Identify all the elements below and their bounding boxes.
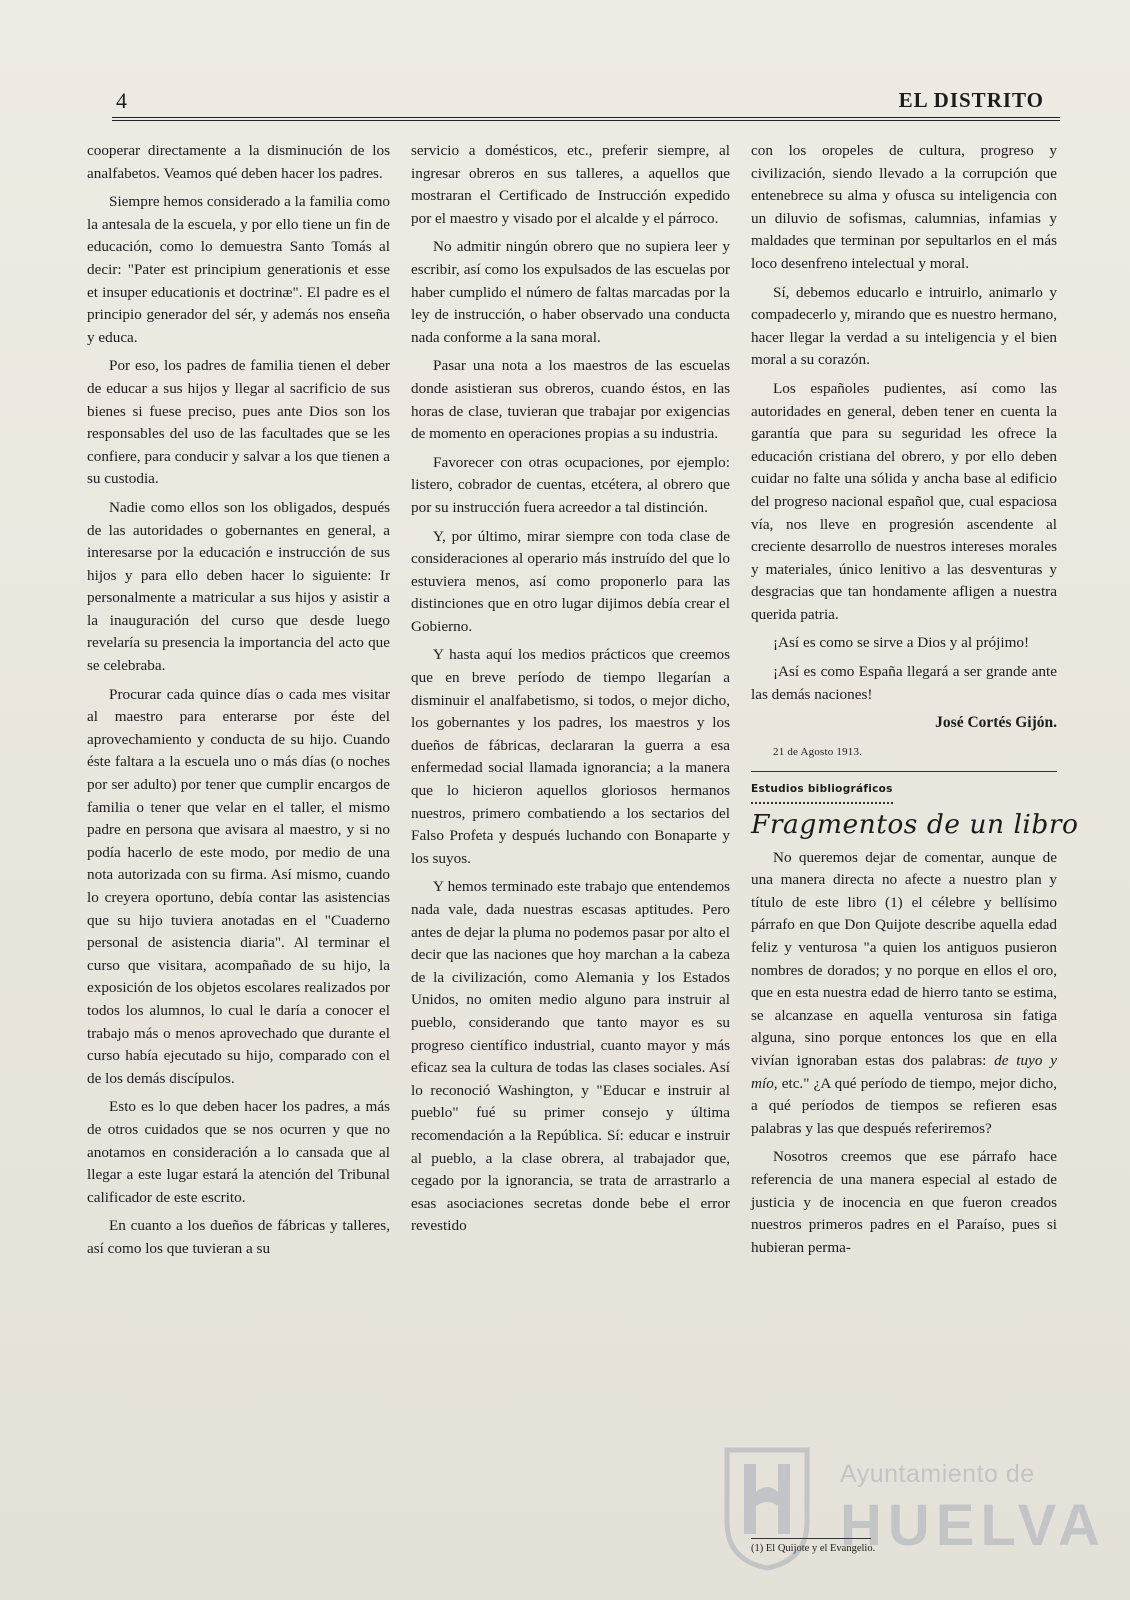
paragraph [751,847,1057,1141]
paragraph: Nadie como ellos son los obligados, después de las autoridades o gobernantes en general, a interesarse por la educación e instrucción de sus hijos y para ello deben hacer lo siguiente: Ir personalmente a matricular a sus hijos y asistir a la inauguración del curso que desde luego revelaría su presencia la importancia del acto que se celebraba. [87,498,390,675]
section-divider [751,771,1057,772]
paragraph: Pasar una nota a los maestros de las escuelas donde asistieran sus obreros, cuando éstos, en las horas de clase, tuvieran que trabajar por exigencias de momento en operaciones propias a su industria. [411,357,730,443]
column-1 [87,140,390,1267]
paragraph: ¡Así es como España llegará a ser grande ante las demás naciones! [751,663,1057,703]
paragraph: Los españoles pudientes, así como las autoridades en general, deben tener en cuenta la garantía que para su seguridad les ofrece la educación cristiana del obrero, y por ello deben cuidar no falte una sólida y ancha base al edificio del progreso nacional español que, cual espaciosa vía, nos lleve en progresión ascendente al creciente desarrollo de nuestros intereses morales y materiales, único lenitivo a las desventuras y desgracias que tan hondamente afligen a nuestra querida patria. [751,379,1057,623]
footnote-text: (1) El Quijote y el Evangelio. [751,1543,876,1554]
paragraph: Procurar cada quince días o cada mes visitar al maestro para enterarse por éste del aprovechamiento y conducta de su hijo. Cuando éste faltara a la escuela uno o más días (o noches por ser adulto) por tener que cumplir encargos de familia o tener que velar en el taller, el mismo padre en persona que avisara al maestro, y si no podía hacerlo de este modo, por medio de una nota autorizada con su firma. Así mismo, cuando lo creyera oportuno, debía contar las asistencias que su hijo tuviera anotadas en el "Cuaderno personal de asistencia diaria". Al terminar el curso que visitara, acompañado de su hijo, la exposición de los objetos escolares realizados por todos los alumnos, lo cual le daría a conocer el trabajo más o menos aprovechado que durante el curso había ejecutado su hijo, comparado con el de los demás discípulos. [87,685,390,1087]
column-2 [411,140,730,1244]
paragraph: Y hasta aquí los medios prácticos que creemos que en breve período de tiempo llegarían a disminuir el analfabetismo, si todos, o mejor dicho, los gobernantes y los padres, los maestros y los dueños de fábricas, declararan la guerra a esa enfermedad social llamada ignorancia; a la manera que lo hicieron aquellos gloriosos hermanos nuestros, primero combatiendo a los sectarios del Falso Profeta y después luchando con Bonaparte y los suyos. [411,646,730,867]
coat-of-arms-icon [722,1442,812,1572]
paragraph: No admitir ningún obrero que no supiera leer y escribir, así como los expulsados de las escuelas por haber cumplido el número de faltas marcadas por la ley de instrucción, o haber observado una conducta nada conforme a la sana moral. [411,238,730,346]
author-signature: José Cortés Gijón. [935,714,1057,732]
paragraph: cooperar directamente a la disminución de los analfabetos. Veamos qué deben hacer los padres. [87,142,390,182]
paragraph: Y hemos terminado este trabajo que entendemos nada vale, dada nuestras escasas aptitudes. Pero antes de dejar la pluma no podemos pasar por alto el decir que las naciones que hoy marchan a la cabeza de la civilización, como Alemania y los Estados Unidos, no omiten medio alguno para instruir al pueblo, considerando que tanto mayor es su progreso científico industrial, cuanto mayor y más eficaz sea la cultura de todas las clases sociales. Así lo reconoció Washington, y "Educar e instruir al pueblo" fué su primer consejo y última recomendación a la República. Sí: educar e instruir al pueblo, a la clase obrera, al trabajador que, cegado por la ignorancia, se trata de arrastrarlo a esas asociaciones secretas donde bebe el error revestido [411,878,730,1235]
text-run: , etc." ¿A qué período de tiempo, mejor dicho, a qué períodos de tiempos se refieren esas palabras y las que después referiremos? [751,1074,1057,1137]
paragraph: Y, por último, mirar siempre con toda clase de consideraciones al operario más instruído del que lo estuviera menos, así como proponerlo para las distinciones que en otro lugar dijimos debía crear el Gobierno. [411,527,730,635]
newspaper-title: EL DISTRITO [898,88,1044,112]
watermark-line-1: Ayuntamiento de [840,1460,1035,1488]
section-label: Estudios bibliográficos [751,778,893,804]
paragraph: Siempre hemos considerado a la familia como la antesala de la escuela, y por ello tiene un fin de educación, como lo demuestra Santo Tomás al decir: "Pater est principium generationis et esse et insuper educationis et doctrinæ". El padre es el principio generador del sér, y además nos enseña y educa. [87,193,390,346]
watermark-line-2: HUELVA [840,1493,1106,1558]
paragraph: Sí, debemos educarlo e intruirlo, animarlo y compadecerlo y, mirando que es nuestro hermano, hacer llegar la verdad a su inteligencia y el bien moral a su corazón. [751,283,1057,369]
paragraph: servicio a domésticos, etc., preferir siempre, al ingresar obreros en sus talleres, a aquellos que mostraran el Certificado de Instrucción expedido por el maestro y visado por el alcalde y el párroco. [411,142,730,227]
paragraph: Nosotros creemos que ese párrafo hace referencia de una manera especial al estado de justicia y de inocencia en que fueron creados nuestros primeros padres en el Paraíso, pues si hubieran perma- [751,1148,1057,1256]
paragraph: En cuanto a los dueños de fábricas y talleres, así como los que tuvieran a su [87,1217,390,1257]
text-run: No queremos dejar de comentar, aunque de una manera directa no afecte a nuestro plan y título de este libro (1) el célebre y bellísimo párrafo en que Don Quijote describe aquella edad feliz y venturosa "a quien los antiguos pusieron nombres de dorados; y no porque en ellos el oro, que en esta nuestra edad de hierro tanto se estima, se alcanzase en aquella venturosa sin fatiga alguna, sino porque entonces los que en ella vivían ignoraban estas dos palabras: [751,848,1057,1069]
paragraph: Favorecer con otras ocupaciones, por ejemplo: listero, cobrador de cuentas, etcétera, al obrero que por su instrucción fuera acreedor a tal distinción. [411,453,730,516]
paragraph: con los oropeles de cultura, progreso y civilización, siendo llevado a la corrupción que entenebrece su alma y ofusca su inteligencia con un diluvio de sofismas, calumnias, infamias y maldades que terminan por sepultarlos en el más loco desenfreno intelectual y moral. [751,142,1057,272]
column-3 [751,140,1079,1265]
paragraph: Por eso, los padres de familia tienen el deber de educar a sus hijos y llegar al sacrificio de sus bienes si fuese preciso, pues ante Dios son los responsables del uso de las facultades que se les confiere, para conducir y salvar a los que tienen a su custodia. [87,357,390,488]
paragraph: Esto es lo que deben hacer los padres, a más de otros cuidados que se nos ocurren y que no anotamos en consideración a lo cansada que al llegar a este lugar estará la atención del Tribunal calificador de este escrito. [87,1098,390,1206]
article-title: Fragmentos de un libro [751,809,1079,841]
page-number: 4 [116,88,127,113]
paragraph: ¡Así es como se sirve a Dios y al prójimo! [773,634,1030,652]
page-header [112,88,1062,114]
archive-watermark [722,1432,1106,1582]
italic-phrase: de tuyo y mío [751,1051,1057,1092]
article-date: 21 de Agosto 1913. [773,745,863,758]
header-rule [112,117,1060,121]
